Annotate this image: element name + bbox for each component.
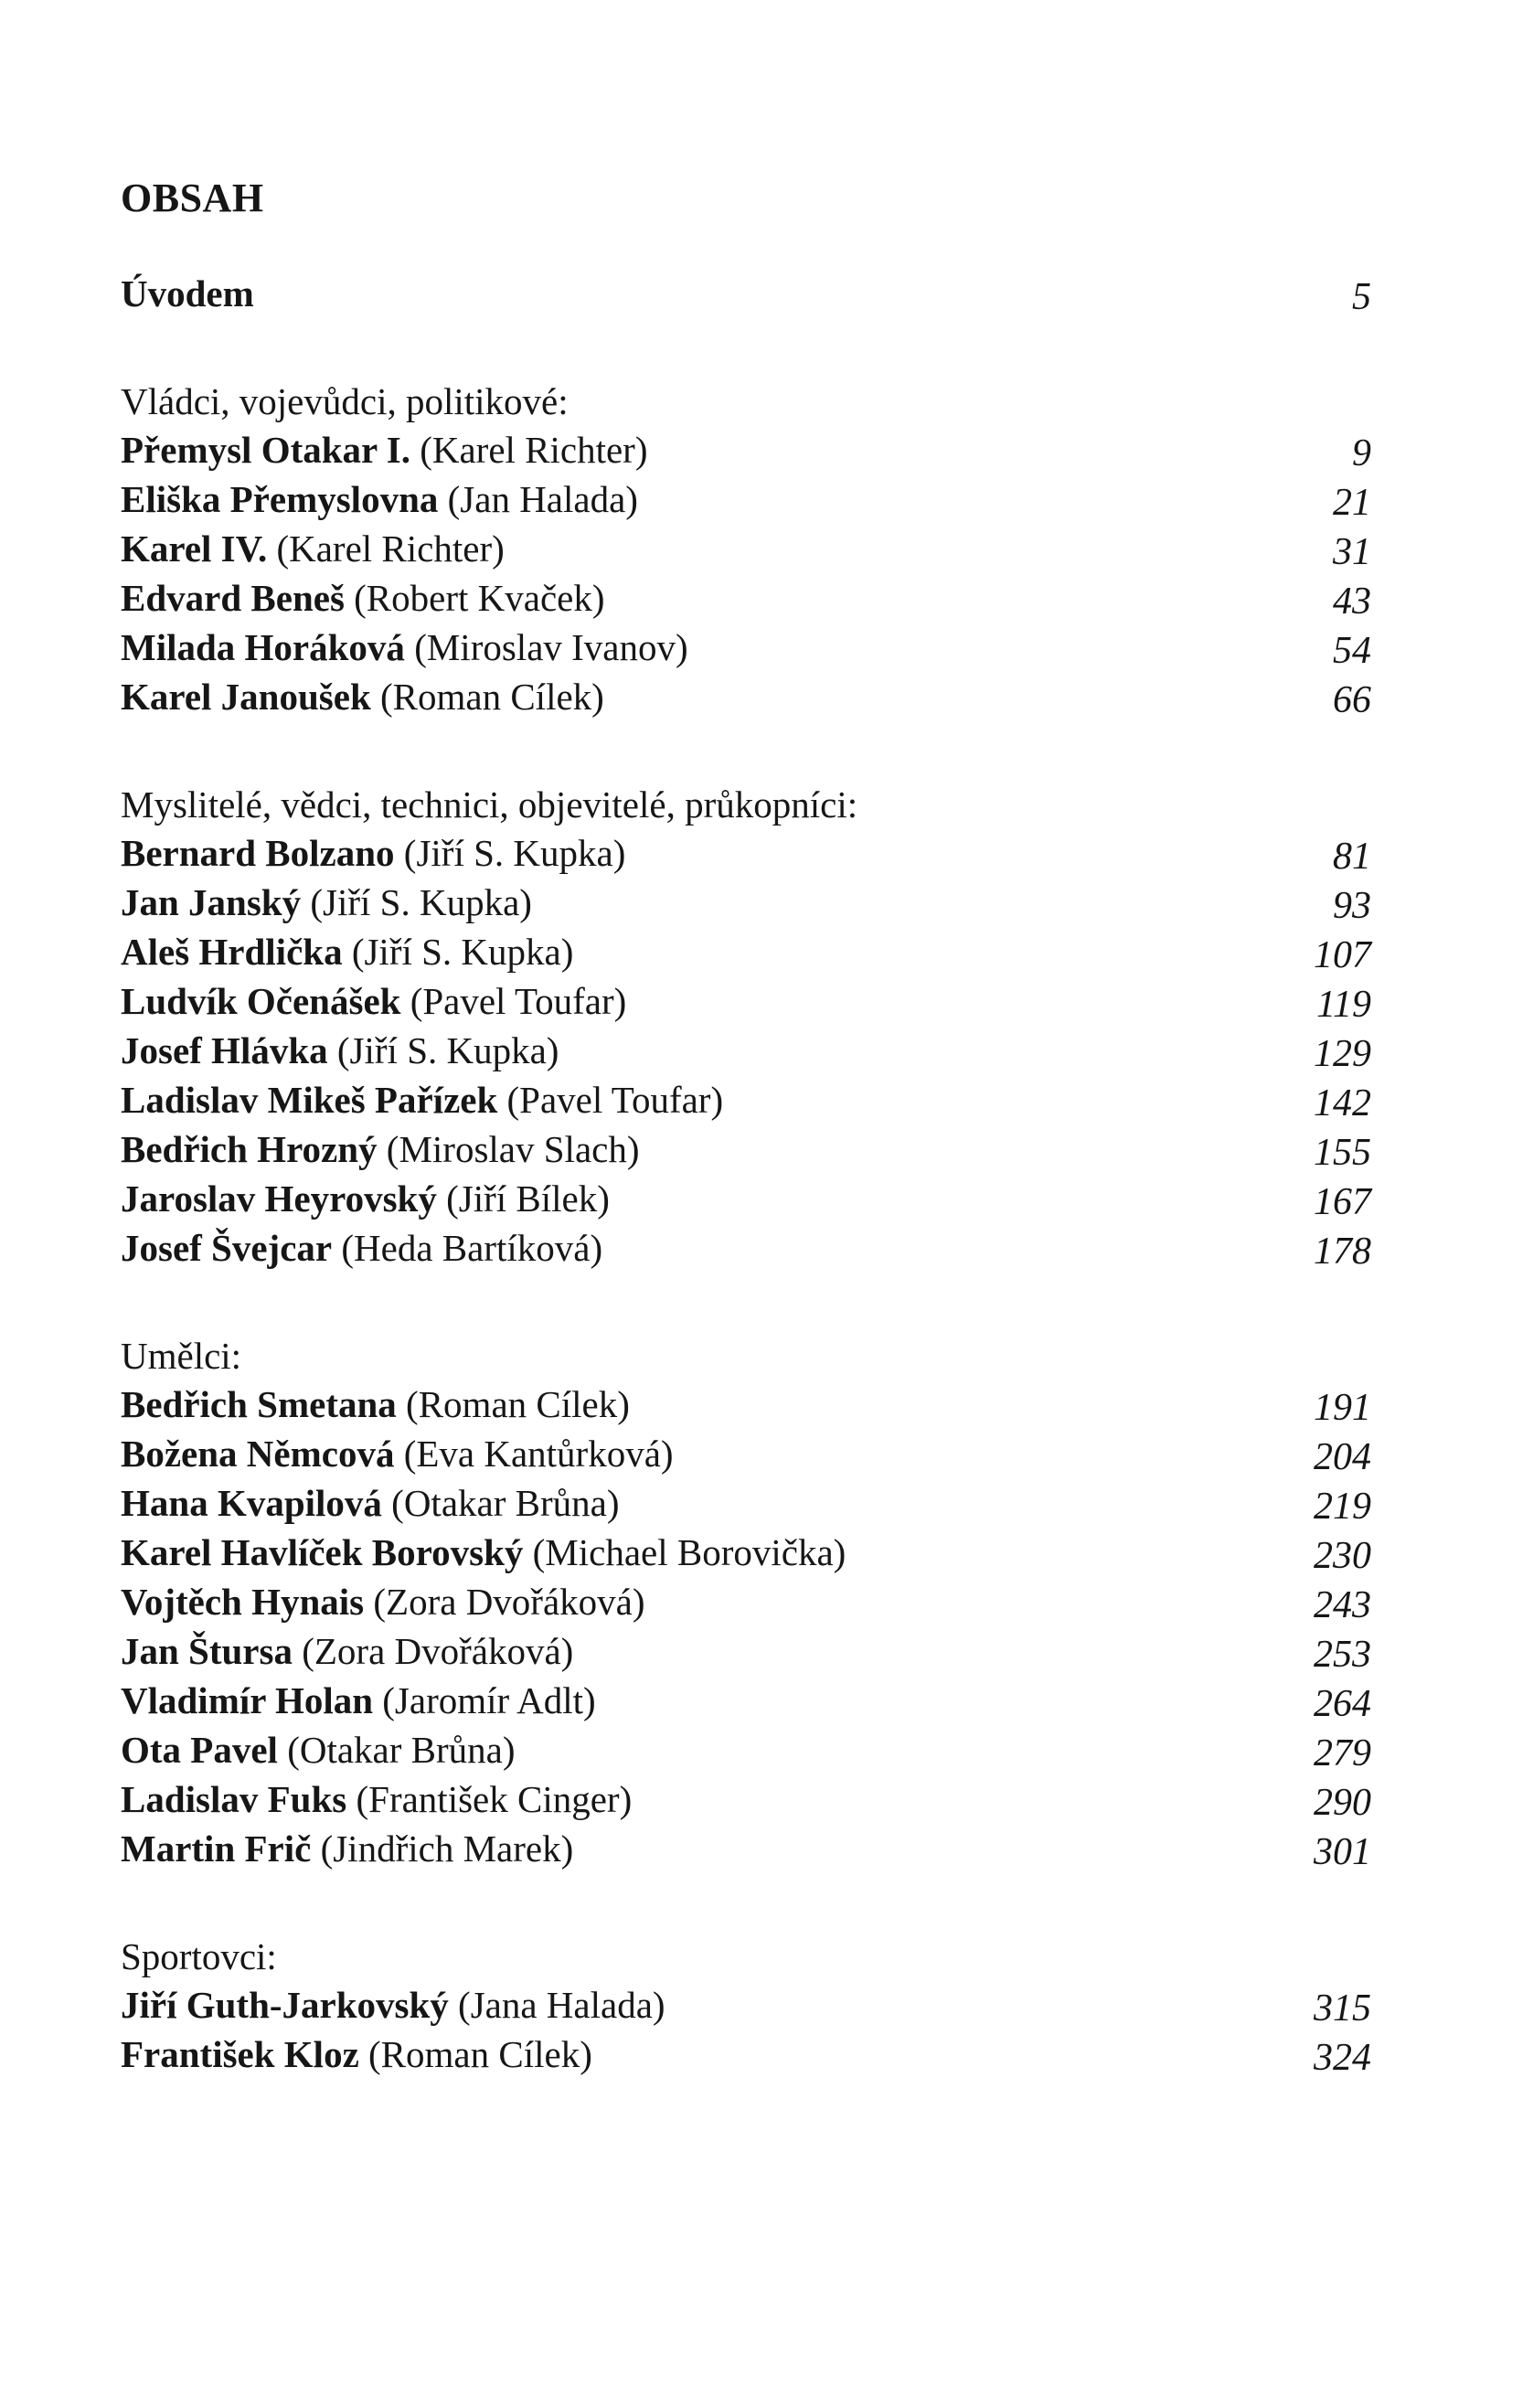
section-heading: Vládci, vojevůdci, politikové: [121, 380, 569, 422]
toc-row [121, 673, 1371, 722]
toc-row [121, 426, 1371, 475]
entry-name: František Kloz [121, 2033, 359, 2075]
section-heading: Myslitelé, vědci, technici, objevitelé, průkopníci: [121, 783, 858, 826]
entry-name: Ota Pavel [121, 1729, 278, 1771]
entry-name: Hana Kvapilová [121, 1482, 382, 1524]
page-number: 315 [1314, 1987, 1371, 2030]
entry-text [121, 1529, 846, 1577]
entry-name: Martin Frič [121, 1827, 312, 1870]
entry-name: Jan Janský [121, 881, 302, 923]
entry-name: Jiří Guth-Jarkovský [121, 1984, 449, 2026]
toc-row [121, 1578, 1371, 1627]
entry-text [121, 574, 605, 623]
entry-author: (Karel Richter) [420, 429, 648, 471]
toc-section-athletes [121, 1933, 1371, 2080]
page-number: 155 [1314, 1132, 1371, 1174]
entry-text [121, 673, 604, 721]
entry-author: (Zora Dvořáková) [302, 1630, 574, 1672]
toc-row-uvodem [121, 270, 1371, 319]
toc-row [121, 1677, 1371, 1726]
entry-name: Edvard Beneš [121, 577, 345, 619]
entry-name: Karel IV. [121, 527, 268, 570]
toc-row [121, 879, 1371, 928]
entry-name: Milada Horáková [121, 626, 405, 668]
page-number: 178 [1314, 1231, 1371, 1273]
entry-author: (František Cinger) [356, 1778, 633, 1820]
toc-row [121, 475, 1371, 525]
entry-name: Ladislav Fuks [121, 1778, 347, 1820]
toc-row [121, 1775, 1371, 1825]
page-number: 142 [1314, 1082, 1371, 1124]
toc-row [121, 1479, 1371, 1529]
entry-author: (Jiří S. Kupka) [310, 881, 532, 923]
entry-text [121, 2030, 592, 2079]
entry-name: Vladimír Holan [121, 1679, 374, 1721]
page-number: 230 [1314, 1535, 1371, 1577]
entry-text [121, 1726, 516, 1774]
page-number: 31 [1333, 531, 1371, 573]
entry-name: Bedřich Hrozný [121, 1128, 378, 1170]
toc-row [121, 1627, 1371, 1677]
page-number: 204 [1314, 1436, 1371, 1478]
section-heading: Umělci: [121, 1335, 242, 1377]
toc-section-artists [121, 1332, 1371, 1874]
entry-author: (Heda Bartíková) [341, 1227, 603, 1269]
page-number: 81 [1333, 836, 1371, 878]
page-number: 107 [1314, 934, 1371, 976]
entry-text [121, 1479, 619, 1528]
toc-section-rulers [121, 378, 1371, 722]
toc-row [121, 1726, 1371, 1775]
entry-name: Jan Štursa [121, 1630, 293, 1672]
entry-name: Josef Švejcar [121, 1227, 333, 1269]
page-number: 219 [1314, 1486, 1371, 1528]
page-number: 129 [1314, 1033, 1371, 1075]
entry-text [121, 879, 532, 927]
page-title: OBSAH [121, 176, 264, 220]
entry-author: (Jiří S. Kupka) [336, 1029, 559, 1071]
toc-row [121, 1224, 1371, 1273]
entry-author: (Robert Kvaček) [354, 577, 605, 619]
entry-text [121, 977, 626, 1026]
toc-row [121, 1027, 1371, 1076]
entry-author: (Miroslav Slach) [386, 1128, 640, 1170]
entry-author: (Eva Kantůrková) [403, 1433, 674, 1475]
entry-text [121, 1775, 632, 1824]
entry-text [121, 1825, 573, 1873]
entry-author: (Jana Halada) [458, 1984, 665, 2026]
toc-row [121, 1529, 1371, 1578]
entry-text [121, 1175, 610, 1223]
entry-name: Přemysl Otakar I. [121, 429, 410, 471]
toc-row [121, 1825, 1371, 1874]
entry-text [121, 829, 625, 878]
entry-text [121, 475, 638, 524]
page-number: 43 [1333, 581, 1371, 623]
toc-row [121, 525, 1371, 574]
page-number: 119 [1316, 984, 1371, 1026]
entry-name: Bedřich Smetana [121, 1383, 397, 1425]
page-number: 264 [1314, 1683, 1371, 1725]
entry-author: (Jiří S. Kupka) [351, 931, 574, 973]
entry-author: (Roman Cílek) [380, 676, 604, 718]
toc-row [121, 829, 1371, 879]
toc-row [121, 977, 1371, 1027]
page-number: 21 [1333, 482, 1371, 524]
entry-text [121, 525, 505, 573]
entry-name: Aleš Hrdlička [121, 931, 343, 973]
page-number: 290 [1314, 1782, 1371, 1824]
entry-name: Božena Němcová [121, 1433, 395, 1475]
entry-author: (Jan Halada) [447, 478, 638, 520]
entry-text [121, 1125, 640, 1174]
entry-text [121, 1380, 630, 1429]
entry-name: Jaroslav Heyrovský [121, 1177, 437, 1220]
entry-name: Bernard Bolzano [121, 832, 395, 874]
toc-row [121, 2030, 1371, 2080]
entry-author: (Jiří S. Kupka) [403, 832, 626, 874]
entry-text [121, 1027, 559, 1075]
entry-name: Ladislav Mikeš Pařízek [121, 1079, 498, 1121]
page-number: 243 [1314, 1584, 1371, 1626]
entry-author: (Pavel Toufar) [506, 1079, 724, 1121]
toc-section-thinkers [121, 781, 1371, 1273]
entry-author: (Jaromír Adlt) [382, 1679, 596, 1721]
entry-author: (Otakar Brůna) [287, 1729, 516, 1771]
toc-content [121, 173, 1371, 2080]
toc-row [121, 928, 1371, 977]
page-number: 5 [1352, 276, 1371, 318]
toc-row [121, 1175, 1371, 1224]
entry-name: Eliška Přemyslovna [121, 478, 439, 520]
toc-row [121, 623, 1371, 673]
entry-author: (Miroslav Ivanov) [414, 626, 688, 668]
entry-name: Vojtěch Hynais [121, 1581, 365, 1623]
toc-row [121, 1125, 1371, 1175]
entry-text [121, 1677, 596, 1725]
entry-text [121, 1981, 665, 2030]
entry-author: (Jindřich Marek) [320, 1827, 574, 1870]
toc-row [121, 574, 1371, 623]
page-number: 167 [1314, 1181, 1371, 1223]
entry-author: (Roman Cílek) [406, 1383, 630, 1425]
entry-name: Karel Havlíček Borovský [121, 1531, 524, 1573]
entry-name: Ludvík Očenášek [121, 980, 401, 1022]
toc-row [121, 1380, 1371, 1430]
page-number: 324 [1314, 2037, 1371, 2079]
page-number: 9 [1352, 432, 1371, 474]
entry-text [121, 928, 573, 976]
entry-author: (Pavel Toufar) [410, 980, 627, 1022]
entry-author: (Otakar Brůna) [391, 1482, 620, 1524]
page-number: 253 [1314, 1634, 1371, 1676]
entry-text [121, 1224, 602, 1273]
section-heading: Sportovci: [121, 1935, 277, 1977]
entry-text [121, 1430, 674, 1478]
entry-text [121, 1076, 723, 1124]
entry-name: Josef Hlávka [121, 1029, 328, 1071]
page-number: 279 [1314, 1732, 1371, 1774]
page-number: 54 [1333, 630, 1371, 672]
entry-text [121, 623, 688, 672]
toc-row [121, 1981, 1371, 2030]
entry-author: (Jiří Bílek) [446, 1177, 610, 1220]
entry-author: (Michael Borovička) [532, 1531, 846, 1573]
toc-row [121, 1430, 1371, 1479]
entry-text [121, 1627, 573, 1676]
entry-text [121, 426, 648, 474]
entry-title: Úvodem [121, 272, 254, 314]
entry-text [121, 1578, 645, 1626]
entry-author: (Zora Dvořáková) [373, 1581, 645, 1623]
entry-author: (Karel Richter) [276, 527, 505, 570]
entry-name: Karel Janoušek [121, 676, 371, 718]
page-number: 66 [1333, 679, 1371, 721]
toc-row [121, 1076, 1371, 1125]
page-number: 191 [1314, 1387, 1371, 1429]
entry-author: (Roman Cílek) [368, 2033, 592, 2075]
page-number: 301 [1314, 1831, 1371, 1873]
page-number: 93 [1333, 885, 1371, 927]
